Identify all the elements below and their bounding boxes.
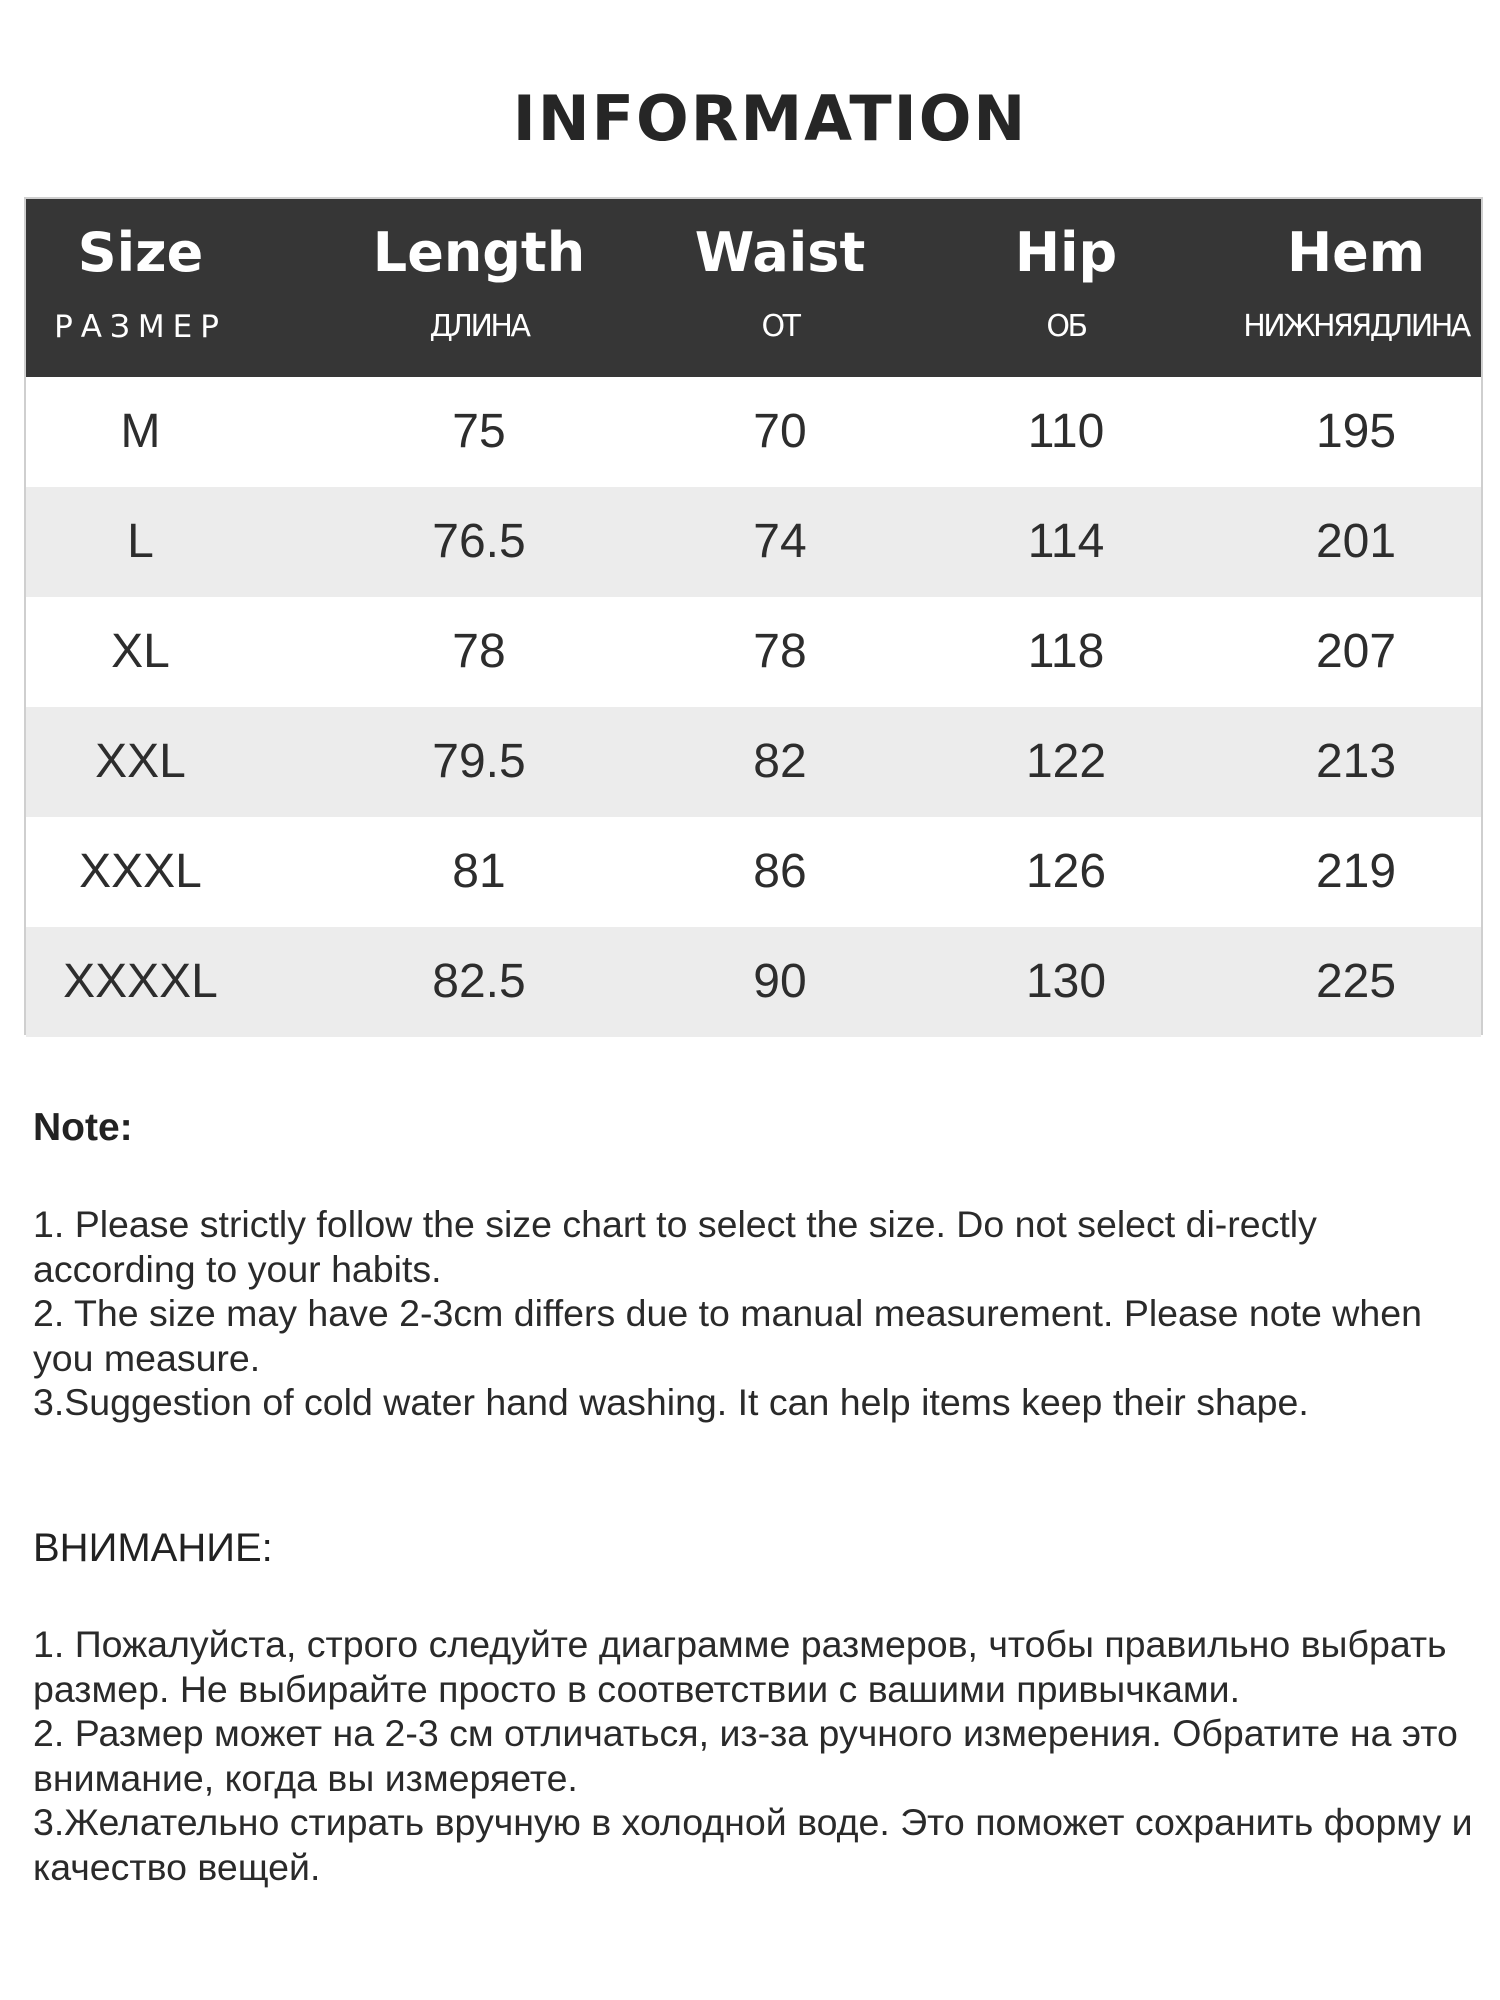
header-waist-ru: ОТ (761, 309, 799, 344)
table-body (26, 377, 1481, 1037)
cell-length: 82.5 (432, 955, 526, 1008)
russian-notes (33, 1518, 1483, 1889)
size-chart-table (24, 197, 1483, 1035)
table-row (26, 927, 1481, 1037)
cell-size: XL (111, 625, 170, 678)
table-row (26, 817, 1481, 927)
table-row (26, 487, 1481, 597)
header-size (26, 199, 255, 377)
cell-waist: 86 (753, 845, 807, 898)
header-hip (906, 199, 1226, 377)
english-notes (33, 1098, 1483, 1425)
note-item-ru: 1. Пожалуйста, строго следуйте диаграмме размеров, чтобы правильно выбрать размер. Не выбирайте просто в соответствии с вашими привычками. (33, 1623, 1447, 1710)
note-item: 1. Please strictly follow the size chart to select the size. Do not select di-rectly according to your habits. (33, 1203, 1317, 1290)
note-item-ru: 2. Размер может на 2-3 см отличаться, из-за ручного измерения. Обратите на это внимание, когда вы измеряете. (33, 1712, 1458, 1799)
header-length (319, 199, 639, 377)
cell-length: 76.5 (432, 515, 526, 568)
cell-hem: 225 (1315, 955, 1397, 1008)
cell-waist: 78 (753, 625, 807, 678)
notes-heading: Note: (33, 1106, 133, 1149)
cell-length: 78 (452, 625, 506, 678)
header-waist (620, 199, 940, 377)
cell-hip: 118 (1027, 625, 1105, 678)
cell-hip: 130 (1025, 955, 1107, 1008)
header-hip-ru: ОБ (1046, 309, 1086, 344)
cell-hem: 219 (1315, 845, 1397, 898)
table-row (26, 597, 1481, 707)
notes-list-ru (33, 1622, 1483, 1889)
table-row (26, 707, 1481, 817)
cell-length: 79.5 (432, 735, 526, 788)
cell-waist: 70 (753, 405, 807, 458)
cell-hem: 195 (1315, 405, 1397, 458)
table-row (26, 377, 1481, 487)
cell-hip: 126 (1025, 845, 1107, 898)
header-hem-en: Hem (1286, 221, 1426, 284)
cell-length: 75 (452, 405, 506, 458)
cell-hip: 122 (1025, 735, 1107, 788)
header-size-en: Size (77, 221, 204, 284)
cell-size: XXXL (79, 845, 202, 898)
cell-size: L (127, 515, 154, 568)
cell-size: XXXXL (63, 955, 218, 1008)
note-item-ru: 3.Желательно стирать вручную в холодной воде. Это поможет сохранить форму и качество вещей. (33, 1801, 1473, 1888)
cell-hem: 207 (1315, 625, 1397, 678)
header-size-ru: РАЗМЕР (54, 309, 227, 345)
header-length-ru: ДЛИНА (429, 309, 529, 344)
note-item: 2. The size may have 2-3cm differs due to manual measurement. Please note when you measure. (33, 1292, 1422, 1379)
cell-hem: 213 (1315, 735, 1397, 788)
header-hip-en: Hip (1014, 221, 1118, 284)
page-title: INFORMATION (512, 82, 1028, 155)
header-waist-en: Waist (694, 221, 866, 284)
header-hem-ru: НИЖНЯЯДЛИНА (1243, 309, 1469, 344)
notes-heading-ru: ВНИМАНИЕ: (33, 1526, 273, 1570)
cell-size: XXL (95, 735, 186, 788)
cell-waist: 90 (753, 955, 807, 1008)
table-header (26, 199, 1481, 377)
cell-hip: 110 (1027, 405, 1105, 458)
header-hem (1196, 199, 1500, 377)
cell-waist: 82 (753, 735, 807, 788)
header-length-en: Length (372, 221, 586, 284)
cell-size: M (120, 405, 161, 458)
cell-waist: 74 (753, 515, 807, 568)
cell-length: 81 (452, 845, 506, 898)
note-item: 3.Suggestion of cold water hand washing. It can help items keep their shape. (33, 1381, 1309, 1423)
cell-hip: 114 (1027, 515, 1105, 568)
notes-list (33, 1202, 1483, 1425)
cell-hem: 201 (1315, 515, 1397, 568)
